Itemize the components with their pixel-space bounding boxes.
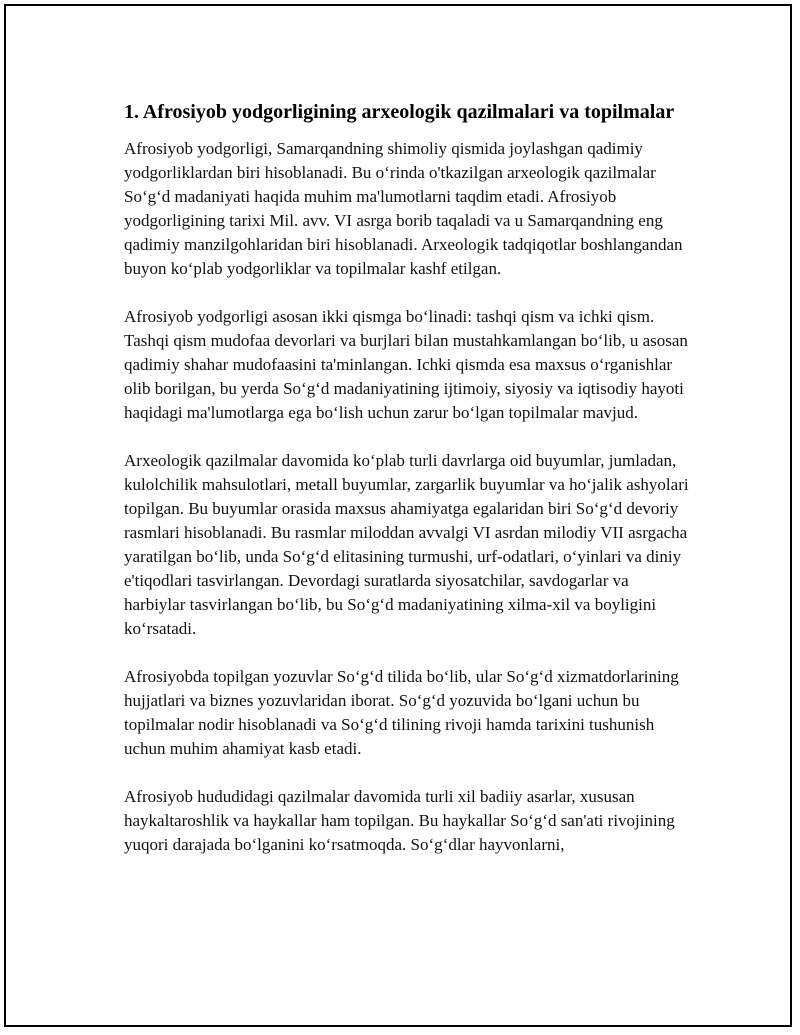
- paragraph-4: Afrosiyobda topilgan yozuvlar So‘g‘d tilida bo‘lib, ular So‘g‘d xizmatdorlarining hujjatlari va biznes yozuvlaridan iborat. So‘g‘d yozuvida bo‘lgani uchun bu topilmalar nodir hisoblanadi va So‘g‘d tilining rivoji hamda tarixini tushunish uchun muhim ahamiyat kasb etadi.: [124, 667, 679, 758]
- paragraph-2: Afrosiyob yodgorligi asosan ikki qismga bo‘linadi: tashqi qism va ichki qism. Tashqi qism mudofaa devorlari va burjlari bilan mustahkamlangan bo‘lib, u asosan qadimiy shahar mudofaasini ta'minlangan. Ichki qismda esa maxsus o‘rganishlar olib borilgan, bu yerda So‘g‘d madaniyatining ijtimoiy, siyosiy va iqtisodiy hayoti haqidagi ma'lumotlarga ega bo‘lish uchun zarur bo‘lgan topilmalar mavjud.: [124, 307, 688, 422]
- paragraph-1: Afrosiyob yodgorligi, Samarqandning shimoliy qismida joylashgan qadimiy yodgorliklardan biri hisoblanadi. Bu o‘rinda o'tkazilgan arxeologik qazilmalar So‘g‘d madaniyati haqida muhim ma'lumotlarni taqdim etadi. Afrosiyob yodgorligining tarixi Mil. avv. VI asrga borib taqaladi va u Samarqandning eng qadimiy manzilgohlaridan biri hisoblanadi. Arxeologik tadqiqotlar boshlangandan buyon ko‘plab yodgorliklar va topilmalar kashf etilgan.: [124, 139, 683, 278]
- paragraph-5: Afrosiyob hududidagi qazilmalar davomida turli xil badiiy asarlar, xususan haykaltaroshlik va haykallar ham topilgan. Bu haykallar So‘g‘d san'ati rivojining yuqori darajada bo‘lganini ko‘rsatmoqda. So‘g‘dlar hayvonlarni,: [124, 787, 675, 854]
- paragraph-3: Arxeologik qazilmalar davomida ko‘plab turli davrlarga oid buyumlar, jumladan, kulolchilik mahsulotlari, metall buyumlar, zargarlik buyumlar va ho‘jalik ashyolari topilgan. Bu buyumlar orasida maxsus ahamiyatga egalaridan biri So‘g‘d devoriy rasmlari hisoblanadi. Bu rasmlar miloddan avvalgi VI asrdan milodiy VII asrgacha yaratilgan bo‘lib, unda So‘g‘d elitasining turmushi, urf-odatlari, o‘yinlari va diniy e'tiqodlari tasvirlangan. Devordagi suratlarda siyosatchilar, savdogarlar va harbiylar tasvirlangan bo‘lib, bu So‘g‘d madaniyatining xilma-xil va boyligini ko‘rsatadi.: [124, 451, 689, 638]
- document-body: [124, 98, 690, 881]
- section-heading: 1. Afrosiyob yodgorligining arxeologik qazilmalari va topilmalar: [124, 101, 675, 123]
- page-frame: [4, 4, 792, 1027]
